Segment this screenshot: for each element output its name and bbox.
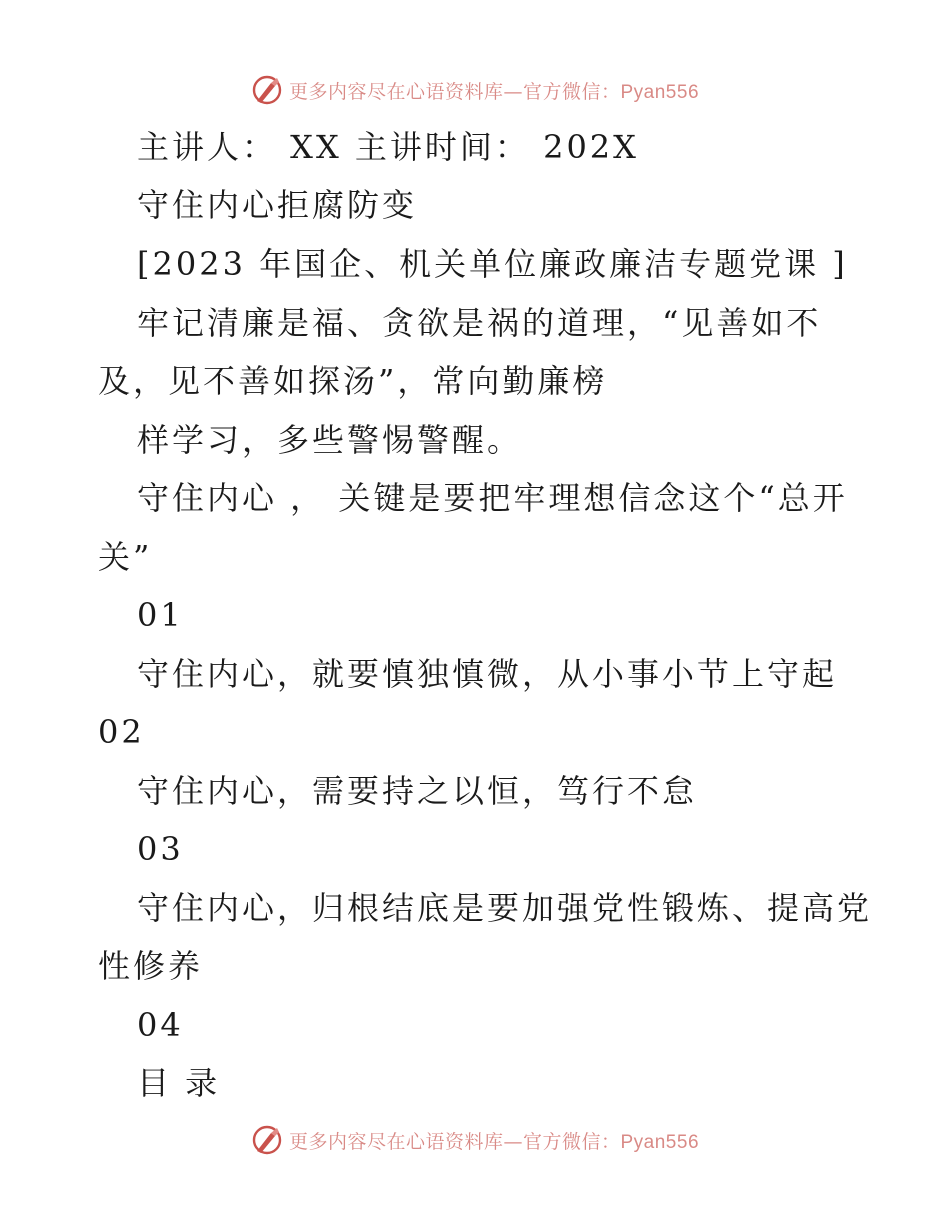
section-heading: 守住内心，就要慎独慎微，从小事小节上守起 — [137, 655, 838, 693]
watermark-text: 更多内容尽在心语资料库—官方微信： — [288, 1130, 621, 1153]
section-heading: 性修养 — [98, 947, 204, 985]
speaker-line: 主讲人： XX 主讲时间： 202X — [137, 128, 639, 166]
watermark-top — [0, 70, 950, 110]
section-number: 01 — [137, 596, 184, 634]
section-heading: 守住内心，归根结底是要加强党性锻炼、提高党 — [137, 889, 873, 927]
pen-logo-icon — [251, 1124, 283, 1156]
document-subtitle: [2023 年国企、机关单位廉政廉洁专题党课 ] — [137, 245, 848, 283]
paragraph-line: 样学习，多些警惕警醒。 — [137, 421, 523, 459]
section-number: 04 — [137, 1006, 184, 1044]
paragraph-line: 牢记清廉是福、贪欲是祸的道理，“见善如不 — [137, 304, 822, 342]
paragraph-line: 及，见不善如探汤”，常向勤廉榜 — [98, 362, 608, 400]
watermark-text: 更多内容尽在心语资料库—官方微信： — [288, 80, 621, 103]
section-heading: 守住内心，需要持之以恒，笃行不怠 — [137, 772, 698, 810]
section-heading: 关” — [98, 538, 153, 576]
watermark-brand: Pyan556 — [620, 1131, 700, 1153]
toc-heading: 目 录 — [137, 1064, 221, 1102]
section-number: 03 — [137, 830, 184, 868]
section-heading: 守住内心 ， 关键是要把牢理想信念这个“总开 — [137, 479, 848, 517]
document-title: 守住内心拒腐防变 — [137, 186, 418, 224]
watermark-bottom — [0, 1120, 950, 1160]
watermark-brand: Pyan556 — [620, 81, 700, 103]
pen-logo-icon — [251, 74, 283, 106]
section-number: 02 — [98, 713, 145, 751]
